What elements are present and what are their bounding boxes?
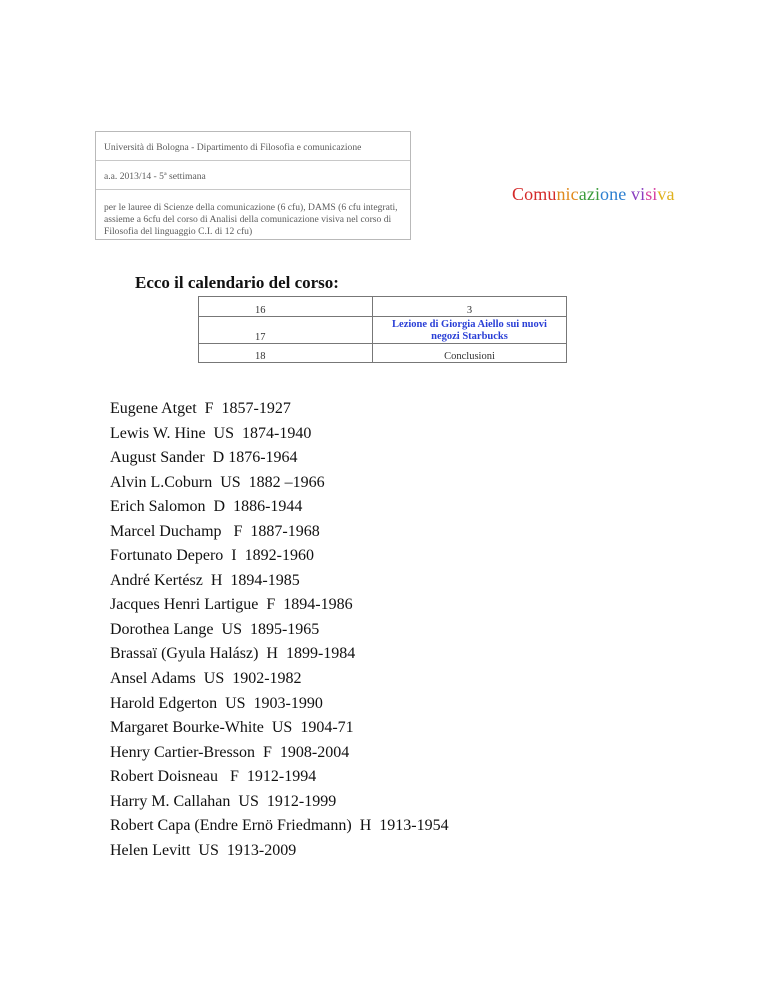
list-item: Brassaï (Gyula Halász) H 1899-1984 — [110, 645, 356, 663]
title-letter: i — [565, 184, 571, 204]
list-item: August Sander D 1876-1964 — [110, 449, 298, 467]
title-letter: e — [618, 184, 627, 204]
list-item: Fortunato Depero I 1892-1960 — [110, 547, 314, 565]
session-description: Conclusioni — [373, 344, 567, 363]
title-letter: s — [645, 184, 653, 204]
list-item: Lewis W. Hine US 1874-1940 — [110, 424, 312, 442]
title-letter: C — [512, 184, 525, 204]
title-letter: i — [652, 184, 658, 204]
title-letter: o — [600, 184, 610, 204]
list-item: Harold Edgerton US 1903-1990 — [110, 694, 323, 712]
session-number: 17 — [199, 317, 373, 344]
photographers-list — [110, 397, 449, 863]
session-number: 16 — [199, 297, 373, 317]
title-letter: a — [666, 184, 675, 204]
guest-lecture-link[interactable]: Lezione di Giorgia Aiello sui nuovi negozi Starbucks — [392, 319, 547, 342]
list-item: Jacques Henri Lartigue F 1894-1986 — [110, 596, 353, 614]
list-item: Robert Capa (Endre Ernö Friedmann) H 1913-1954 — [110, 817, 449, 835]
title-letter: u — [547, 184, 557, 204]
list-item: Margaret Bourke-White US 1904-71 — [110, 719, 354, 737]
table-row — [199, 297, 567, 317]
title-letter: v — [657, 184, 667, 204]
list-item: Ansel Adams US 1902-1982 — [110, 670, 302, 688]
calendar-heading: Ecco il calendario del corso: — [135, 273, 339, 292]
session-number: 18 — [199, 344, 373, 363]
university-line: Università di Bologna - Dipartimento di Filosofia e comunicazione — [96, 132, 410, 161]
title-letter: i — [594, 184, 601, 204]
title-letter: n — [609, 184, 619, 204]
list-item: Harry M. Callahan US 1912-1999 — [110, 792, 337, 810]
course-title — [512, 184, 675, 205]
course-description: per le lauree di Scienze della comunicazione (6 cfu), DAMS (6 cfu integrati, assieme a 6cfu del corso di Analisi della comunicazione visiva nel corso di Filosofia del linguaggio C.I. di 12 cfu) — [104, 202, 398, 237]
list-item: Dorothea Lange US 1895-1965 — [110, 620, 320, 638]
list-item: André Kertész H 1894-1985 — [110, 571, 300, 589]
title-letter: m — [533, 184, 548, 204]
title-letter: z — [586, 184, 595, 204]
title-letter: c — [570, 184, 579, 204]
table-row — [199, 317, 567, 344]
calendar-table — [198, 296, 567, 363]
title-letter: i — [640, 184, 646, 204]
session-description — [373, 317, 567, 344]
list-item: Henry Cartier-Bresson F 1908-2004 — [110, 743, 350, 761]
title-letter: o — [524, 184, 534, 204]
academic-year-line: a.a. 2013/14 - 5ª settimana — [96, 161, 410, 190]
list-item: Marcel Duchamp F 1887-1968 — [110, 522, 320, 540]
list-item: Alvin L.Coburn US 1882 –1966 — [110, 473, 325, 491]
title-letter: a — [578, 184, 587, 204]
title-letter: n — [556, 184, 566, 204]
table-row — [199, 344, 567, 363]
course-header-box — [95, 131, 411, 240]
list-item: Eugene Atget F 1857-1927 — [110, 400, 291, 417]
list-item: Helen Levitt US 1913-2009 — [110, 841, 297, 859]
title-letter: v — [630, 184, 641, 204]
list-item: Erich Salomon D 1886-1944 — [110, 498, 303, 516]
list-item: Robert Doisneau F 1912-1994 — [110, 768, 317, 786]
session-description: 3 — [373, 297, 567, 317]
